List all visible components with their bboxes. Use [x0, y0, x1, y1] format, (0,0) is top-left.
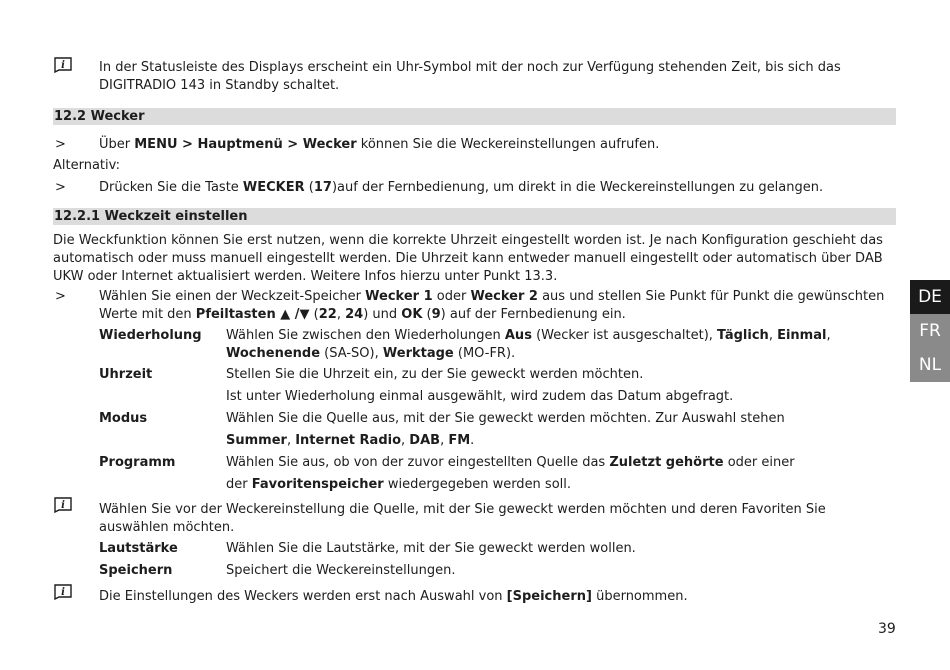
svg-text:i: i	[61, 60, 65, 71]
alternative-label: Alternativ:	[53, 158, 120, 173]
bullet-marker: >	[55, 289, 66, 304]
step-press-wecker-key: Drücken Sie die Taste WECKER (17)auf der Fernbedienung, um direkt in die Weckereinstellungen zu gelangen.	[99, 180, 824, 195]
note-1: In der Statusleiste des Displays erscheint ein Uhr-Symbol mit der noch zur Verfügung stehenden Zeit, bis sich das DIGITRADIO 143 in Standby schaltet.	[99, 60, 841, 93]
step-select-alarm-slot: Wählen Sie einen der Weckzeit-Speicher Wecker 1 oder Wecker 2 aus und stellen Sie Punkt für Punkt die gewünschten Werte mit den Pfeiltasten ▲ /▼ (22, 24) und OK (9) auf der Fernbedienung ein.	[99, 289, 885, 322]
intro-paragraph: Die Weckfunktion können Sie erst nutzen, wenn die korrekte Uhrzeit eingestellt worden ist. Je nach Konfiguration geschieht das automatisch oder muss manuell eingestellt werden. Die Uhrzeit kann entweder manuell eingestellt oder automatisch über DAB UKW oder Internet aktualisiert werden. Weitere Infos hierzu unter Punkt 13.3.	[53, 233, 883, 284]
page-number: 39	[878, 621, 896, 637]
section-heading-weckzeit: 12.2.1 Weckzeit einstellen	[53, 208, 896, 225]
language-tabs	[910, 280, 950, 382]
bullet-marker: >	[55, 137, 66, 152]
setting-desc-lautstaerke: Wählen Sie die Lautstärke, mit der Sie geweckt werden wollen.	[226, 541, 636, 556]
section-heading-wecker: 12.2 Wecker	[53, 108, 896, 125]
setting-desc-programm: Wählen Sie aus, ob von der zuvor eingestellten Quelle das Zuletzt gehörte oder einer der Favoritenspeicher wiedergegeben werden soll.	[226, 455, 795, 492]
setting-label-programm: Programm	[99, 455, 176, 470]
bullet-marker: >	[55, 180, 66, 195]
setting-desc-wiederholung: Wählen Sie zwischen den Wiederholungen Aus (Wecker ist ausgeschaltet), Täglich, Einmal, Wochenende (SA-SO), Werktage (MO-FR).	[226, 328, 831, 361]
setting-desc-modus: Wählen Sie die Quelle aus, mit der Sie geweckt werden möchten. Zur Auswahl stehen Summer, Internet Radio, DAB, FM.	[226, 411, 785, 448]
setting-desc-speichern: Speichert die Weckereinstellungen.	[226, 563, 456, 578]
info-note-icon	[54, 57, 72, 73]
svg-text:i: i	[61, 500, 65, 511]
note-3: Die Einstellungen des Weckers werden erst nach Auswahl von [Speichern] übernommen.	[99, 589, 688, 604]
step-open-alarm-menu: Über MENU > Hauptmenü > Wecker können Sie die Weckereinstellungen aufrufen.	[99, 137, 660, 152]
setting-desc-uhrzeit: Stellen Sie die Uhrzeit ein, zu der Sie geweckt werden möchten. Ist unter Wiederholung einmal ausgewählt, wird zudem das Datum abgefragt.	[226, 367, 734, 404]
setting-label-wiederholung: Wiederholung	[99, 328, 202, 343]
tab-language-nl[interactable]: NL	[910, 348, 950, 382]
info-note-icon	[54, 497, 72, 513]
tab-language-de[interactable]: DE	[910, 280, 950, 314]
setting-label-uhrzeit: Uhrzeit	[99, 367, 153, 382]
svg-text:i: i	[61, 587, 65, 598]
tab-language-fr[interactable]: FR	[910, 314, 950, 348]
info-note-icon	[54, 584, 72, 600]
setting-label-modus: Modus	[99, 411, 148, 426]
setting-label-lautstaerke: Lautstärke	[99, 541, 178, 556]
note-2: Wählen Sie vor der Weckereinstellung die Quelle, mit der Sie geweckt werden möchten und deren Favoriten Sie auswählen möchten.	[99, 502, 826, 535]
setting-label-speichern: Speichern	[99, 563, 173, 578]
